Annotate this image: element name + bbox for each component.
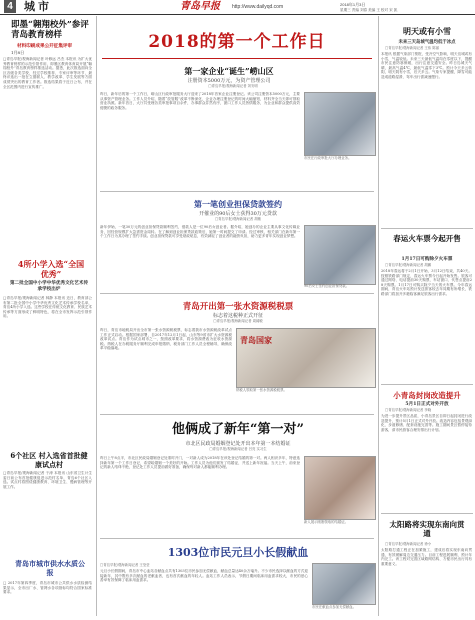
story-subtitle: 注册资本5000万元，为资产管理公司 <box>187 78 271 84</box>
story-title: 太阳路将实现东南向贯通 <box>389 520 465 538</box>
story-byline: □青岛早报/观海新闻记者 徐小 <box>385 542 432 546</box>
date-line: 2018年1月3日 <box>340 2 366 7</box>
story-byline: □青岛早报/观海新闻记者 胡鹏 <box>385 263 432 267</box>
gate-sign: 青岛国家 <box>240 336 272 345</box>
story-title: 春运火车票今起开售 <box>393 234 461 243</box>
story-byline: □青岛早报/观海新闻记者 王莹莹 <box>100 563 150 567</box>
story-subtitle: 材料印刷成果公开征集评审 <box>17 44 73 49</box>
story-title: 第一家企业“诞生”崂山区 <box>184 66 274 76</box>
banner-headline: 2018的第一个工作日 <box>148 32 326 52</box>
story-body: 新年伊始，一笔30万元的创业担保贷款顺利签约，借款人是一位90后女创业者。据介绍，她创办的企业主要从事文化传媒业务，因经营规模扩大急需资金周转。在了解到创业担保贷款政策后，她第一时间提交了申请。经过审核，相关部门在新年第一个工作日为其办理了签约手续。创业担保贷款可享受财政贴息，有效减轻了创业者的融资负担，助力更多青年实现创业梦想。 <box>100 225 300 239</box>
story-subtitle: 标志着这税种正式开征 <box>212 313 263 319</box>
story-date: 1月8日 <box>11 50 25 55</box>
story-body: □青岛早报/观海新闻记者 叶修远 吕杰 本报讯 为扩大优秀教育榜样的示范引领作用，即墨区教育体育局开展“翱翔校外”青岛教育榜样推选活动。据悉，此次推选面向全区各级各类学校，经过学校推荐、专家评审等环节，最终评选出一批在立德树人、教学改革、学生发展等方面成绩突出的教育工作者。推选结果将于近日公布，并在全区范围内进行宣传推广。 <box>3 57 92 89</box>
story-body: 太阳路打通工程正在加紧施工，建成后将实现东南向贯通，有效缓解周边交通压力。目前工程进展顺利，预计年内完工。该工程对完善区域路网结构、方便市民出行具有重要意义。 <box>381 548 472 566</box>
story-body: 昨日，青岛市地税局开出全市第一张水资源税税票，标志着我市水资源税改革试点工作正式启动。根据国家部署，自2017年12月1日起，山东等9省市扩大水资源税改革试点。青岛作为试点城市之一，按照改革要求，将水资源费改为征收水资源税。纳税人在办税服务厅顺利完成申报缴纳，税务部门工作人员全程辅导，确保改革平稳落地。 <box>100 328 232 351</box>
website-url: http://www.dailyqd.com <box>232 4 284 10</box>
story-byline: □青岛早报/观海新闻记者 吕亮 实习生 <box>209 447 267 451</box>
story-title: 即墨“翱翔校外”参评青岛教育榜样 <box>11 20 89 40</box>
story-title: 6个社区 村入选省首批健康试点村 <box>10 451 88 469</box>
office-photo <box>304 92 376 156</box>
tax-office-photo <box>236 328 376 388</box>
story-title: 4所小学入选“全国优秀” <box>17 259 85 279</box>
story-byline: □青岛早报/观海新闻记者 刘安明 <box>208 84 258 88</box>
story-body: □青岛早报/观海新闻记者 于涛 本报讯 山东省卫生计生委日前公布首批健康促进示范村名单，青岛6个社区入选。试点村将围绕健康教育、环境卫生、慢病管理等开展工作。 <box>3 471 92 489</box>
story-title: 小青岛封岗改造提升 <box>393 391 461 400</box>
story-subtitle: 1月17日可购除夕火车票 <box>401 257 453 262</box>
story-subtitle: 未来三天岛城气温均低于冰点 <box>398 40 456 45</box>
story-subtitle: 市北区民政局婚姻登记处开出本年第一本结婚证 <box>185 441 291 447</box>
story-body: 为进一步提升景区品质，小青岛景区自即日起封闭进行改造提升，预计5月1日正式对外开放。改造内容包括景观绿化、步道修缮、配套设施完善等。施工期间景区暂停接待游客，请市民游客合理安排出行计划。 <box>381 414 472 432</box>
page-header <box>0 0 475 15</box>
story-subtitle: 开催业的90后女士获得30万元贷款 <box>199 211 277 217</box>
story-body: □ 2017年第四季度，青岛市城市公共供水水质检测结果显示，全市出厂水、管网水各项指标均符合国家标准要求。 <box>3 581 92 595</box>
story-byline: □青岛早报/观海新闻记者 王伟 陈丽 <box>385 46 439 50</box>
editor-line: 星期三 责编 刘春 美编 王 校对 宋 凯 <box>340 8 398 12</box>
blood-donation-photo <box>312 563 376 605</box>
photo-caption: 纳税人领取第一张水资源税税票。 <box>236 388 287 392</box>
story-title: 第一笔创业担保贷款签约 <box>194 199 282 209</box>
photo-caption: 市民在献血点参加无偿献血。 <box>312 605 357 609</box>
story-title: 1303位市民元旦小长假献血 <box>167 546 309 559</box>
newspaper-logo: 青岛早报 <box>180 1 220 12</box>
center-column <box>98 16 376 616</box>
loan-signing-photo <box>304 225 376 285</box>
photo-caption: 新人展示刚刚领取的结婚证。 <box>304 520 349 524</box>
photo-caption: 90后女士签约创业担保贷款。 <box>304 284 350 288</box>
story-body: 2018年春运将于2月1日开始，3月12日结束，共40天。按照铁路部门规定，春运火车票今日起开始发售。旅客可通过网络、电话提前30天购票，车站窗口、代售点提前28天购票。1月17日可购买除夕当天的火车票。今年春运期间，青岛火车站预计发送旅客较去年同期有所增长，铁路部门将加开多趟临客满足旅客出行需求。 <box>381 269 472 296</box>
story-subtitle: 第二批全国中小学中华优秀文化艺术传承学校出炉 <box>9 281 89 292</box>
story-body: 元旦小长假期间，青岛市中心血站各献血点共有1303位市民参加无偿献血，献血总量达40余万毫升。不少市民选择以献血的方式迎接新年，其中既有多次献血的老献血者，也有首次献血的年轻人。血站工作人员表示，节假日期间临床用血需求较大，市民的爱心善举有效保障了临床用血需求。 <box>100 569 308 583</box>
story-byline: □青岛早报/观海新闻记者 胡敏 <box>214 217 262 221</box>
story-body: 昨日，新年后的第一个工作日，崂山区行政审批服务大厅迎来了2018年首家企业注册登记。该公司注册资本5000万元，主要从事资产管理业务。工作人员介绍，随着“放管服”改革不断深化，企业办理注册登记的时间大幅缩短，材料齐全当天即可领取营业执照。新年首日，大厅共受理各类审批事项百余件，办事群众井然有序，窗口工作人员热情服务，为企业和群众提供高效便捷的政务服务。 <box>100 92 300 110</box>
page-number: 4 <box>4 0 16 13</box>
section-title: 城市 <box>24 0 52 13</box>
story-body: 本报讯 根据气象部门预报，受冷空气影响，明天岛城或有小雪，气温较低。未来三天最低气温均在零度以下，提醒市民注意防寒保暖，出行注意交通安全。昨日岛城天气晴，最高气温4℃，最低气温零下3℃。预计今天多云转阴，明天阴有小雪，后天多云。气象专家提醒，降雪可能造成道路湿滑，驾车出行需减速慢行。 <box>381 52 472 79</box>
story-byline: □青岛早报/观海新闻记者 李晓 <box>385 408 432 412</box>
photo-caption: 市民在行政审批大厅办理业务。 <box>304 156 352 160</box>
story-title: 明天或有小雪 <box>403 26 451 36</box>
right-column <box>381 16 473 616</box>
story-byline: □青岛早报/观海新闻记者 周阔敏 <box>213 319 263 323</box>
story-title: 青岛开出第一张水资源税税票 <box>182 302 294 312</box>
couple-photo <box>304 456 376 520</box>
story-subtitle: 5月1日正式对外开放 <box>405 402 449 407</box>
story-body: □青岛早报/观海新闻记者 林静 本报讯 近日，教育部公布第二批全国中小学中华优秀文化艺术传承学校名单，青岛4所小学入选。这些学校在传统文化教育、民族艺术传承等方面形成了鲜明特色，将在全市发挥示范引领作用。 <box>3 296 92 319</box>
story-title: 他俩成了新年“第一对” <box>172 422 304 437</box>
story-title: 青岛市城市供水水质公报 <box>15 559 85 577</box>
story-body: 昨日上午8点半，市北区民政局婚姻登记处准时开门，一对新人成为2018年在该处登记结婚的第一对。两人相识多年，特意选择新年第一个工作日登记，希望给婚姻一个美好的开始。工作人员为他们颁发了结婚证，并送上新年祝福。当天上午，前来登记的新人络绎不绝，登记处工作人员提前做好准备，确保每对新人都能顺利办理。 <box>100 456 300 470</box>
left-column <box>3 16 93 616</box>
